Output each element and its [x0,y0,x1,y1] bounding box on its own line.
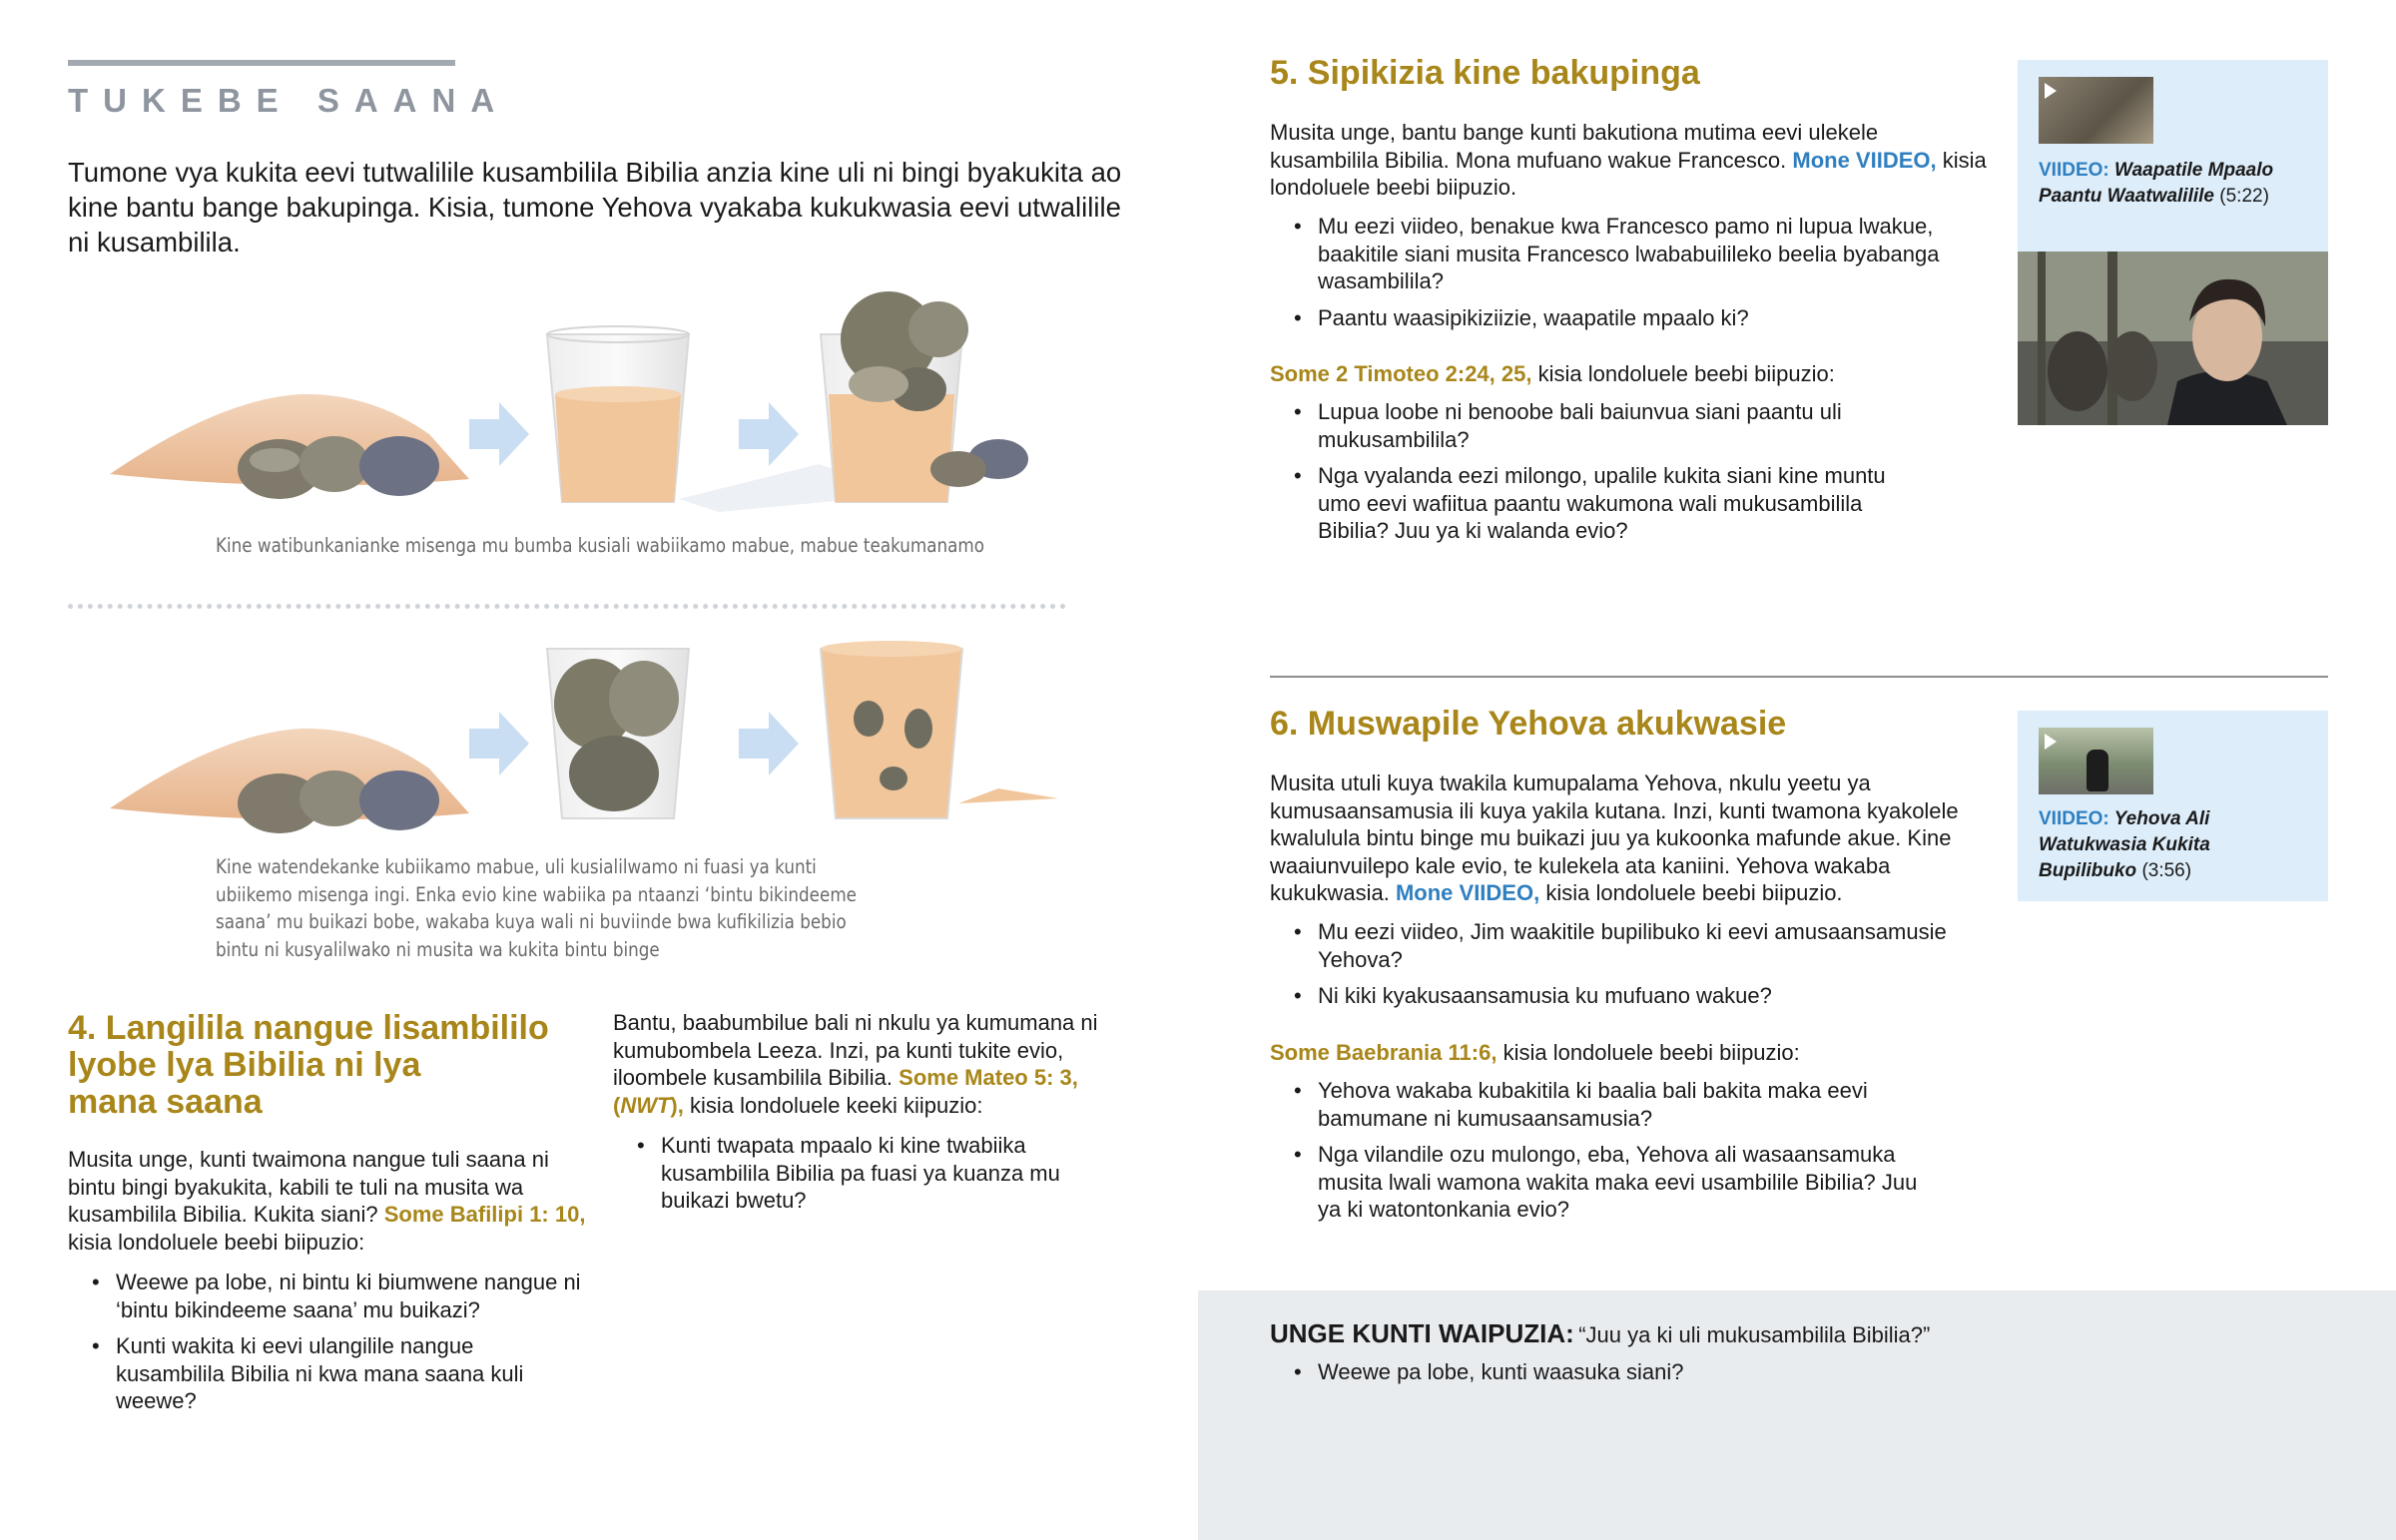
play-icon [2045,83,2057,99]
illustration-rocks-first [100,629,1078,848]
question-item: • Nga vilandile ozu mulongo, eba, Yehova ali wasaansamuka musita lwali wamona wakita maka eevi usambilile Bibilia? Juu ya ki watontonkania evio? [1270,1141,1929,1224]
section6-paragraph [1270,770,1989,907]
paragraph-text: kisia londoluele beebi biipuzio: [1502,1040,1800,1065]
paragraph-text: Bantu, baabumbilue bali ni nkulu ya kumumana ni kumubombela Leeza. Inzi, pa kunti tukite evio, iloombele kusambilila Bibilia. [613,1010,1098,1090]
scripture-ref[interactable]: Some Bafilipi 1: 10, [383,1202,586,1227]
heading-line: mana saana [68,1083,263,1121]
video-duration: (3:56) [2141,860,2192,881]
ref-text: Some Mateo 5: 3, ( [613,1065,1078,1118]
video-label [2039,158,2313,210]
video-duration: (5:22) [2219,186,2269,207]
section6-heading: 6. Muswapile Yehova akukwasie [1270,705,1787,743]
motorcycle-icon [2087,750,2108,791]
rock-icon [238,770,439,833]
paragraph-text: kisia londoluele keeki kiipuzio: [690,1092,983,1118]
paragraph-text: Musita unge, bantu bange kunti bakutiona mutima eevi ulekele kusambilila Bibilia. Mona mufuano wakue Francesco. [1270,120,1879,173]
paragraph-text: kisia londoluele beebi biipuzio: [68,1229,365,1255]
illustration-caption-top: Kine watibunkanianke misenga mu bumba kusiali wabiikamo mabue, mabue teakumanamo [216,534,985,557]
video-tag: VIIDEO: [2039,808,2109,829]
video-title: Yehova Ali Watukwasia Kukita Bupilibuko [2039,808,2210,881]
question-item: • Mu eezi viideo, Jim waakitile bupilibuko ki eevi amusaansamusie Yehova? [1270,918,1969,973]
section5-paragraph [1270,119,1989,202]
section5-ref-line [1270,360,1989,388]
question-item: • Nga vyalanda eezi milongo, upalile kukita siani kine muntu umo eevi wafiitua paantu wakumona wali mukusambilila Bibilia? Juu ya ki walanda evio? [1270,462,1929,545]
video-link[interactable]: Mone VIIDEO, [1395,880,1540,905]
section5-questions [1270,213,1969,340]
ref-text: ), [670,1092,684,1118]
question-item: • Paantu waasipikiziizie, waapatile mpaalo ki? [1270,304,1969,332]
intro-text: Tumone vya kukita eevi tutwalilile kusambilila Bibilia anzia kine uli ni bingi byakukita ao kine bantu bange bakupinga. Kisia, tumone Yehova vyakaba kukukwasia eevi utwalilile ni kusambilila. [68,157,1122,257]
caption-line: Kine watendekanke kubiikamo mabue, uli kusialilwamo ni fuasi ya kunti [216,855,817,878]
paragraph-text: kisia londoluele beebi biipuzio. [1270,147,1987,200]
panel-questions [1270,1358,2168,1395]
video-label [2039,806,2313,884]
video-link[interactable]: Mone VIIDEO, [1792,147,1937,173]
caption-line: bintu ni kusyalilwako ni musita wa kukita bintu binge [216,937,660,961]
heading-line: lyobe lya Bibilia ni lya [68,1046,421,1084]
question-item: • Lupua loobe ni benoobe bali baiunvua siani paantu uli mukusambilila? [1270,398,1929,453]
rock-icon [238,436,439,499]
scripture-ref[interactable]: Some Baebrania 11:6, [1270,1040,1498,1065]
section4-col2-questions [613,1132,1132,1224]
question-item: • Weewe pa lobe, kunti waasuka siani? [1270,1358,2168,1386]
section4-col2-paragraph [613,1009,1132,1119]
section5-heading: 5. Sipikizia kine bakupinga [1270,54,1700,92]
heading-line: 4. Langilila nangue lisambililo [68,1009,549,1047]
dotted-divider [68,604,1066,609]
header-rule [68,60,455,66]
section-divider [1270,676,2328,678]
play-icon [2045,734,2057,750]
paragraph-text: kisia londoluele beebi biipuzio. [1545,880,1843,905]
section4-heading [68,1010,587,1121]
section4-questions [68,1269,587,1424]
paragraph-text: Musita utuli kuya twakila kumupalama Yehova, nkulu yeetu ya kumusaansamusia ili kuya yakila kutana. Inzi, kunti twamona kyakolele kwalulula bintu binge mu buikazi juu ya kukoonka mafunde akue. Kine waaiunvuilepo kale evio, te kulekela ata kaniini. Yehova wakaba kukukwasia. [1270,770,1959,905]
page-title: TUKEBE SAANA [68,82,510,119]
question-item: • Ni kiki kyakusaansamusia ku mufuano wakue? [1270,982,1969,1010]
section5-video-box[interactable] [2018,60,2328,425]
panel-quote: “Juu ya ki uli mukusambilila Bibilia?” [1578,1322,1931,1347]
video-thumbnail[interactable] [2039,77,2153,144]
question-item: • Yehova wakaba kubakitila ki baalia bali bakita maka eevi bamumane ni kumusaansamusia? [1270,1077,1929,1132]
section4-paragraph [68,1146,587,1256]
glass-full-icon [821,641,962,818]
glass-with-rocks-icon [547,649,689,818]
scripture-ref[interactable]: Some 2 Timoteo 2:24, 25, [1270,361,1532,386]
illustration-sand-first [100,284,1078,514]
question-item: • Kunti twapata mpaalo ki kine twabiika kusambilila Bibilia pa fuasi ya kuanza mu buikazi bwetu? [613,1132,1132,1215]
question-item: • Kunti wakita ki eevi ulangilile nangue kusambilila Bibilia ni kwa mana saana kuli weewe? [68,1332,587,1415]
section6-ref-line [1270,1039,1989,1067]
paragraph-text: kisia londoluele beebi biipuzio: [1537,361,1835,386]
video-still-image [2018,252,2328,425]
illustration-caption-bottom [216,853,960,963]
section6-questions-2 [1270,1077,1929,1233]
caption-line: saana’ mu buikazi bobe, wakaba kuya wali ni buviinde bwa kufikilizia bebio [216,910,847,933]
paragraph-text: Musita unge, kunti twaimona nangue tuli saana ni bintu bingi byakukita, kabili te tuli na musita wa kusambilila Bibilia. Kukita siani? [68,1147,549,1227]
glass-with-sand-icon [547,326,689,502]
question-item: • Mu eezi viideo, benakue kwa Francesco pamo ni lupua lwakue, baakitile siani musita Francesco lwababuilileko beelia byabanga wasambilila? [1270,213,1969,295]
video-tag: VIIDEO: [2039,160,2109,181]
video-thumbnail[interactable] [2039,728,2153,794]
video-title: Waapatile Mpaalo Paantu Waatwalilile [2039,160,2274,207]
ref-nwt: NWT [620,1092,671,1118]
section5-questions-2 [1270,398,1929,554]
caption-line: ubiikemo misenga ingi. Enka evio kine wabiika pa ntaanzi ‘bintu bikindeeme [216,882,857,906]
question-item: • Weewe pa lobe, ni bintu ki biumwene nangue ni ‘bintu bikindeeme saana’ mu buikazi? [68,1269,587,1323]
panel-question-line [1270,1318,2268,1349]
section6-video-box[interactable] [2018,711,2328,901]
bottom-panel [1198,1290,2396,1540]
section6-questions [1270,918,1969,1019]
panel-label: UNGE KUNTI WAIPUZIA: [1270,1318,1574,1348]
